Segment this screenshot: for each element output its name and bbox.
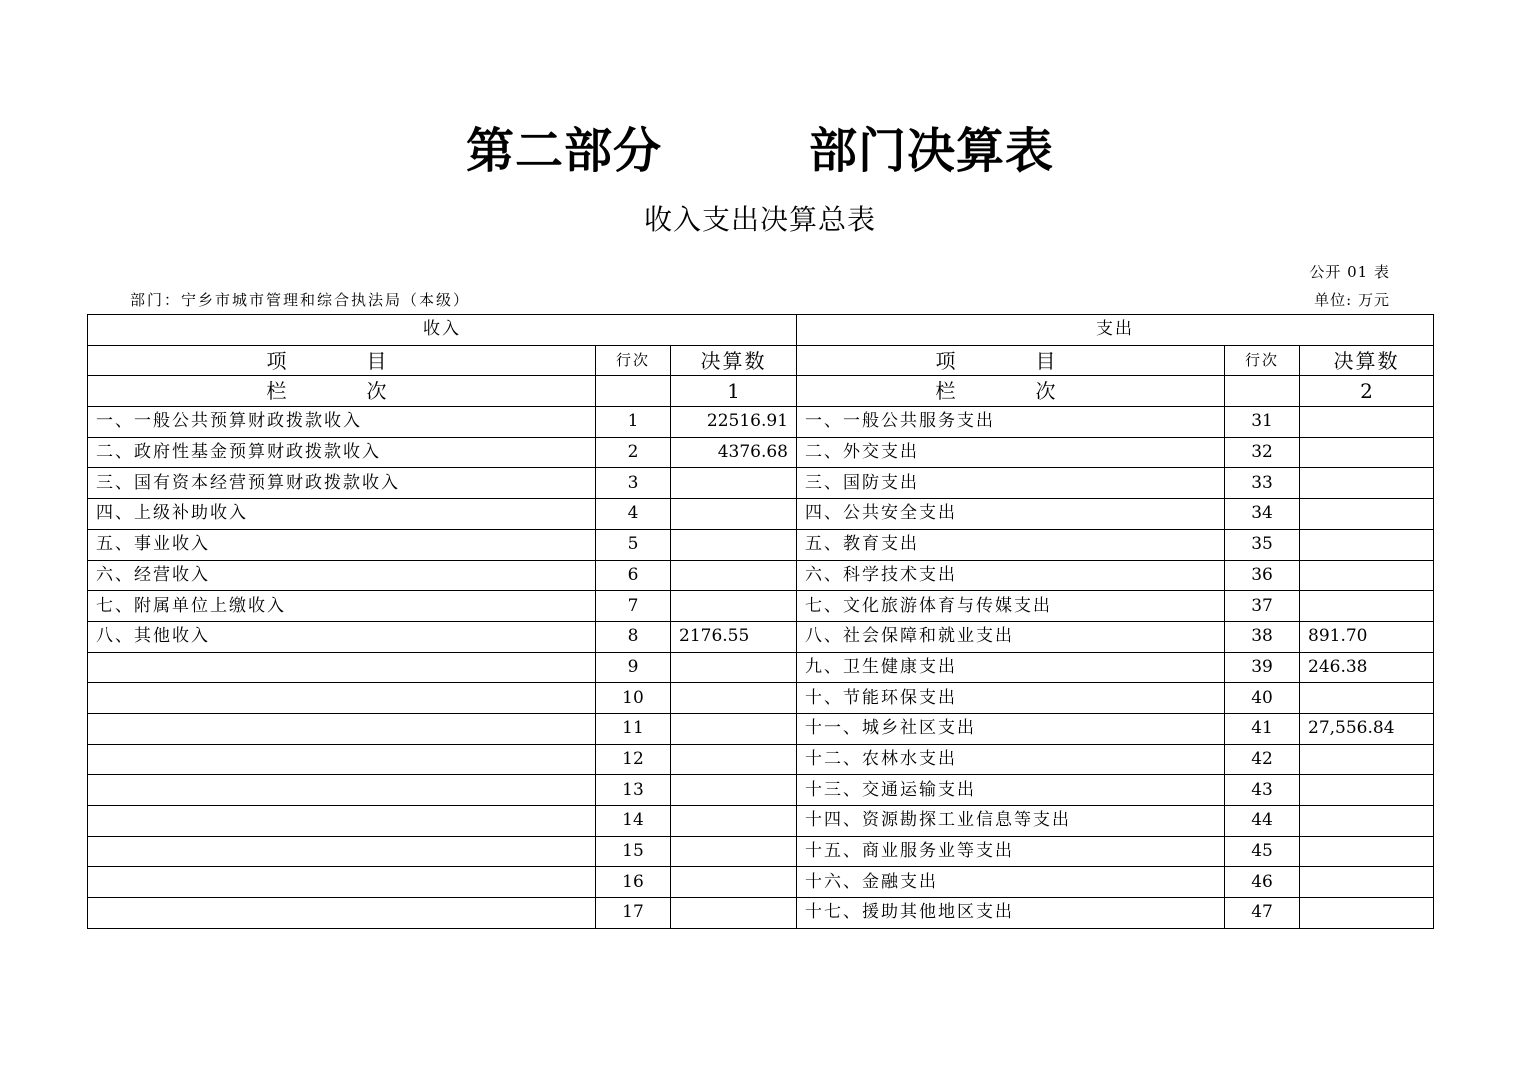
income-row-no-cell: 5 bbox=[596, 529, 671, 560]
expense-amount-cell bbox=[1300, 836, 1434, 867]
income-row-no-cell: 14 bbox=[596, 806, 671, 837]
expense-row-no-cell: 39 bbox=[1225, 652, 1300, 683]
income-row-no-cell: 4 bbox=[596, 499, 671, 530]
table-row bbox=[88, 529, 1434, 560]
table-row bbox=[88, 806, 1434, 837]
expense-item-cell: 九、卫生健康支出 bbox=[797, 652, 1225, 683]
expense-row-no-cell: 36 bbox=[1225, 560, 1300, 591]
expense-lan-label: 栏 次 bbox=[797, 376, 1225, 407]
expense-row-no-cell: 37 bbox=[1225, 591, 1300, 622]
expense-item-cell: 十七、援助其他地区支出 bbox=[797, 898, 1225, 929]
income-amount-cell bbox=[671, 529, 797, 560]
expense-item-header: 项 目 bbox=[797, 345, 1225, 376]
expense-item-cell: 十五、商业服务业等支出 bbox=[797, 836, 1225, 867]
expense-amount-cell bbox=[1300, 468, 1434, 499]
income-item-cell bbox=[88, 836, 596, 867]
expense-amount-cell bbox=[1300, 560, 1434, 591]
income-item-cell: 三、国有资本经营预算财政拨款收入 bbox=[88, 468, 596, 499]
income-amount-cell bbox=[671, 867, 797, 898]
income-amount-cell bbox=[671, 591, 797, 622]
table-row bbox=[88, 407, 1434, 438]
expense-lan-blank bbox=[1225, 376, 1300, 407]
table-row bbox=[88, 468, 1434, 499]
expense-row-no-cell: 33 bbox=[1225, 468, 1300, 499]
expense-row-no-cell: 45 bbox=[1225, 836, 1300, 867]
expense-row-no-cell: 32 bbox=[1225, 437, 1300, 468]
expense-row-no-cell: 38 bbox=[1225, 621, 1300, 652]
expense-row-no-cell: 46 bbox=[1225, 867, 1300, 898]
expense-item-cell: 五、教育支出 bbox=[797, 529, 1225, 560]
expense-amount-cell bbox=[1300, 499, 1434, 530]
income-amount-cell bbox=[671, 468, 797, 499]
expense-row-no-cell: 34 bbox=[1225, 499, 1300, 530]
income-row-no-cell: 10 bbox=[596, 683, 671, 714]
income-item-cell: 一、一般公共预算财政拨款收入 bbox=[88, 407, 596, 438]
income-amount-cell bbox=[671, 744, 797, 775]
expense-amount-cell bbox=[1300, 898, 1434, 929]
expense-amount-cell bbox=[1300, 806, 1434, 837]
expense-row-no-cell: 43 bbox=[1225, 775, 1300, 806]
income-amount-cell bbox=[671, 652, 797, 683]
table-row bbox=[88, 591, 1434, 622]
expense-item-cell: 六、科学技术支出 bbox=[797, 560, 1225, 591]
expense-item-cell: 十六、金融支出 bbox=[797, 867, 1225, 898]
expense-row-no-cell: 47 bbox=[1225, 898, 1300, 929]
expense-item-cell: 十、节能环保支出 bbox=[797, 683, 1225, 714]
income-item-cell bbox=[88, 652, 596, 683]
income-amount-cell bbox=[671, 499, 797, 530]
income-amount-cell bbox=[671, 775, 797, 806]
table-row bbox=[88, 683, 1434, 714]
income-item-cell bbox=[88, 683, 596, 714]
table-row bbox=[88, 867, 1434, 898]
expense-row-no-cell: 44 bbox=[1225, 806, 1300, 837]
expense-item-cell: 十一、城乡社区支出 bbox=[797, 713, 1225, 744]
table-row bbox=[88, 560, 1434, 591]
expense-amount-cell bbox=[1300, 867, 1434, 898]
expense-row-no-cell: 42 bbox=[1225, 744, 1300, 775]
income-amount-header: 决算数 bbox=[671, 345, 797, 376]
income-expense-table bbox=[87, 314, 1434, 929]
income-lan-label: 栏 次 bbox=[88, 376, 596, 407]
income-amount-cell bbox=[671, 806, 797, 837]
income-row-no-cell: 13 bbox=[596, 775, 671, 806]
table-row bbox=[88, 437, 1434, 468]
section-header-row bbox=[88, 315, 1434, 346]
income-lan-number: 1 bbox=[671, 376, 797, 407]
income-item-cell bbox=[88, 744, 596, 775]
table-row bbox=[88, 621, 1434, 652]
expense-row-no-cell: 40 bbox=[1225, 683, 1300, 714]
expense-amount-cell bbox=[1300, 744, 1434, 775]
income-item-header: 项 目 bbox=[88, 345, 596, 376]
income-amount-cell: 2176.55 bbox=[671, 621, 797, 652]
page-title: 第二部分 部门决算表 bbox=[465, 123, 1054, 179]
expense-item-cell: 八、社会保障和就业支出 bbox=[797, 621, 1225, 652]
table-row bbox=[88, 898, 1434, 929]
table-title: 收入支出决算总表 bbox=[643, 203, 876, 236]
income-amount-cell bbox=[671, 898, 797, 929]
expense-item-cell: 三、国防支出 bbox=[797, 468, 1225, 499]
income-item-cell bbox=[88, 806, 596, 837]
income-row-no-cell: 6 bbox=[596, 560, 671, 591]
expense-item-cell: 一、一般公共服务支出 bbox=[797, 407, 1225, 438]
income-row-no-cell: 8 bbox=[596, 621, 671, 652]
income-item-cell: 七、附属单位上缴收入 bbox=[88, 591, 596, 622]
income-item-cell bbox=[88, 713, 596, 744]
expense-lan-number: 2 bbox=[1300, 376, 1434, 407]
income-amount-cell: 22516.91 bbox=[671, 407, 797, 438]
table-row bbox=[88, 775, 1434, 806]
table-row bbox=[88, 713, 1434, 744]
income-amount-cell: 4376.68 bbox=[671, 437, 797, 468]
table-row bbox=[88, 744, 1434, 775]
table-row bbox=[88, 652, 1434, 683]
income-row-no-cell: 15 bbox=[596, 836, 671, 867]
expense-item-cell: 十三、交通运输支出 bbox=[797, 775, 1225, 806]
column-header-row bbox=[88, 345, 1434, 376]
expense-amount-cell bbox=[1300, 683, 1434, 714]
expense-item-cell: 十四、资源勘探工业信息等支出 bbox=[797, 806, 1225, 837]
income-item-cell: 八、其他收入 bbox=[88, 621, 596, 652]
expense-amount-cell: 27,556.84 bbox=[1300, 713, 1434, 744]
expense-amount-header: 决算数 bbox=[1300, 345, 1434, 376]
table-row bbox=[88, 499, 1434, 530]
expense-row-no-cell: 41 bbox=[1225, 713, 1300, 744]
expense-amount-cell bbox=[1300, 437, 1434, 468]
expense-section-header: 支出 bbox=[797, 315, 1434, 346]
department-label: 部门：宁乡市城市管理和综合执法局（本级） bbox=[130, 291, 471, 309]
expense-item-cell: 二、外交支出 bbox=[797, 437, 1225, 468]
income-row-no-cell: 12 bbox=[596, 744, 671, 775]
column-index-row bbox=[88, 376, 1434, 407]
expense-item-cell: 七、文化旅游体育与传媒支出 bbox=[797, 591, 1225, 622]
expense-amount-cell bbox=[1300, 591, 1434, 622]
income-item-cell bbox=[88, 775, 596, 806]
income-row-no-cell: 9 bbox=[596, 652, 671, 683]
expense-amount-cell bbox=[1300, 529, 1434, 560]
income-section-header: 收入 bbox=[88, 315, 797, 346]
income-item-cell: 四、上级补助收入 bbox=[88, 499, 596, 530]
expense-item-cell: 四、公共安全支出 bbox=[797, 499, 1225, 530]
expense-item-cell: 十二、农林水支出 bbox=[797, 744, 1225, 775]
income-row-no-cell: 3 bbox=[596, 468, 671, 499]
income-amount-cell bbox=[671, 560, 797, 591]
income-amount-cell bbox=[671, 713, 797, 744]
income-row-no-cell: 16 bbox=[596, 867, 671, 898]
table-row bbox=[88, 836, 1434, 867]
expense-row-no-header: 行次 bbox=[1225, 345, 1300, 376]
income-item-cell bbox=[88, 898, 596, 929]
expense-amount-cell: 246.38 bbox=[1300, 652, 1434, 683]
expense-row-no-cell: 35 bbox=[1225, 529, 1300, 560]
income-row-no-cell: 7 bbox=[596, 591, 671, 622]
income-amount-cell bbox=[671, 683, 797, 714]
table-code: 公开 01 表 bbox=[1309, 263, 1390, 281]
expense-amount-cell: 891.70 bbox=[1300, 621, 1434, 652]
income-item-cell: 五、事业收入 bbox=[88, 529, 596, 560]
expense-amount-cell bbox=[1300, 775, 1434, 806]
income-item-cell bbox=[88, 867, 596, 898]
income-row-no-cell: 17 bbox=[596, 898, 671, 929]
income-row-no-header: 行次 bbox=[596, 345, 671, 376]
expense-row-no-cell: 31 bbox=[1225, 407, 1300, 438]
income-item-cell: 六、经营收入 bbox=[88, 560, 596, 591]
income-lan-blank bbox=[596, 376, 671, 407]
income-row-no-cell: 11 bbox=[596, 713, 671, 744]
income-item-cell: 二、政府性基金预算财政拨款收入 bbox=[88, 437, 596, 468]
income-amount-cell bbox=[671, 836, 797, 867]
income-row-no-cell: 2 bbox=[596, 437, 671, 468]
expense-amount-cell bbox=[1300, 407, 1434, 438]
income-row-no-cell: 1 bbox=[596, 407, 671, 438]
unit-label: 单位: 万元 bbox=[1314, 291, 1390, 309]
